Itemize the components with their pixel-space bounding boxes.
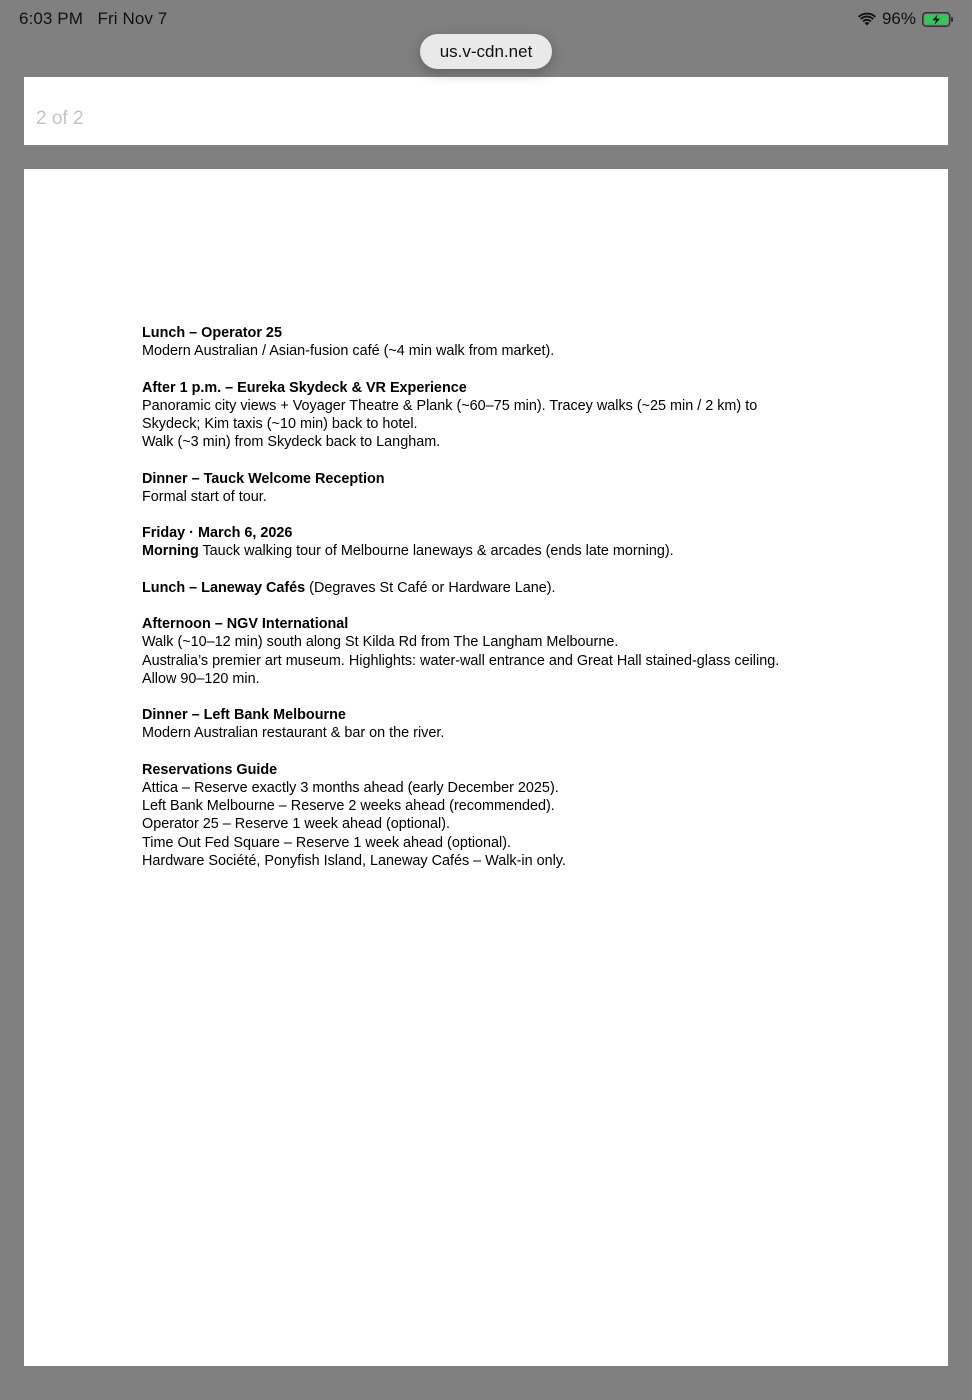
section-text: Formal start of tour. [142, 488, 267, 505]
section-text: Skydeck; Kim taxis (~10 min) back to hotel. [142, 416, 418, 432]
status-time: 6:03 PM [19, 9, 84, 28]
section-text: Allow 90–120 min. [142, 670, 260, 687]
document-body [142, 324, 842, 888]
reservation-item: Attica – Reserve exactly 3 months ahead (early December 2025). [142, 779, 559, 796]
morning-text: Tauck walking tour of Melbourne laneways & arcades (ends late morning). [198, 543, 674, 560]
section-text: Walk (~10–12 min) south along St Kilda Rd from The Langham Melbourne. [142, 634, 619, 651]
page-indicator: 2 of 2 [24, 101, 96, 137]
section-text: Australia’s premier art museum. Highlights: water-wall entrance and Great Hall stained-glass ceiling. [142, 652, 780, 669]
morning-line [142, 542, 842, 560]
section-text: Modern Australian restaurant & bar on the river. [142, 725, 445, 742]
section-eureka [142, 379, 842, 452]
section-text: Walk (~3 min) from Skydeck back to Langham. [142, 434, 441, 451]
section-lunch-laneway [142, 579, 842, 597]
section-lunch-operator [142, 324, 842, 360]
lunch-laneway-line [142, 579, 842, 597]
section-dinner-tauck [142, 470, 842, 506]
section-text: Panoramic city views + Voyager Theatre & Plank (~60–75 min). Tracey walks (~25 min / 2 km) to [142, 397, 758, 414]
section-dinner-leftbank [142, 706, 842, 742]
reservation-item: Left Bank Melbourne – Reserve 2 weeks ahead (recommended). [142, 798, 555, 815]
lunch-laneway-text: (Degraves St Café or Hardware Lane). [305, 579, 556, 596]
section-friday [142, 524, 842, 560]
section-ngv [142, 615, 842, 688]
section-title: Afternoon – NGV International [142, 616, 349, 633]
section-title: Dinner – Left Bank Melbourne [142, 707, 346, 724]
status-indicators [858, 9, 954, 29]
wifi-icon [858, 12, 876, 26]
morning-label: Morning [142, 543, 199, 560]
lunch-laneway-label: Lunch – Laneway Cafés [142, 579, 306, 596]
section-title: After 1 p.m. – Eureka Skydeck & VR Experience [142, 379, 467, 396]
battery-percent: 96% [881, 9, 916, 28]
status-time-date [19, 9, 167, 29]
day-heading: Friday · March 6, 2026 [142, 525, 293, 542]
url-bar[interactable]: us.v-cdn.net [420, 34, 552, 69]
reservation-item: Operator 25 – Reserve 1 week ahead (optional). [142, 816, 450, 833]
section-reservations [142, 761, 842, 870]
status-date: Fri Nov 7 [97, 9, 168, 28]
section-title: Lunch – Operator 25 [142, 325, 282, 341]
section-title: Reservations Guide [142, 761, 278, 778]
pdf-page-1 [24, 77, 948, 145]
status-bar [0, 0, 972, 36]
reservation-item: Hardware Société, Ponyfish Island, Laneway Cafés – Walk-in only. [142, 852, 566, 869]
section-text: Modern Australian / Asian-fusion café (~4 min walk from market). [142, 343, 555, 360]
reservation-item: Time Out Fed Square – Reserve 1 week ahead (optional). [142, 834, 512, 851]
section-title: Dinner – Tauck Welcome Reception [142, 470, 385, 487]
battery-charging-icon [922, 12, 954, 27]
